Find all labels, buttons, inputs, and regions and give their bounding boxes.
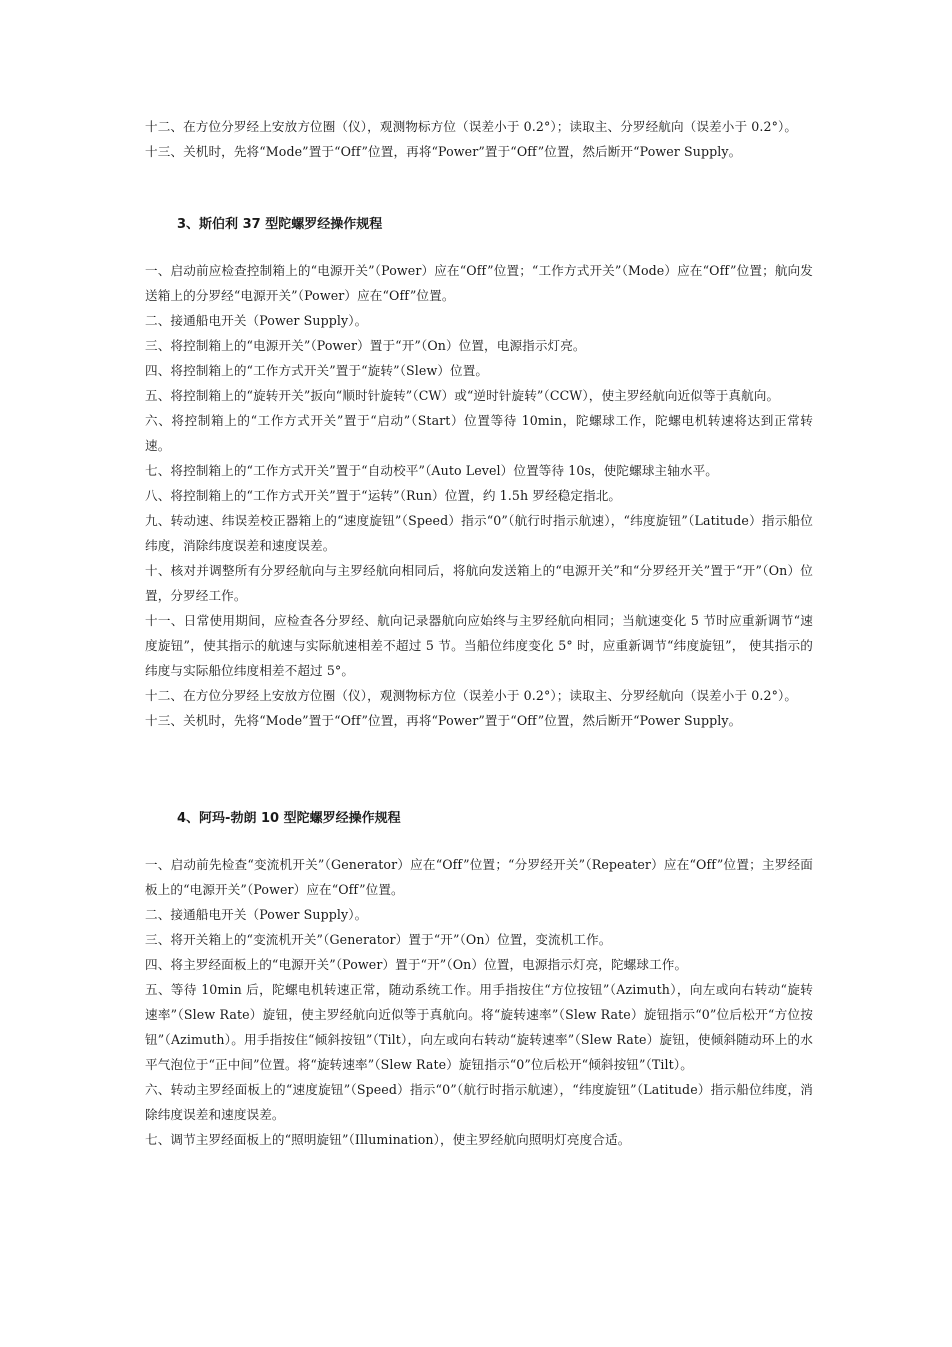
paragraph: 十三、关机时，先将“Mode”置于“Off”位置，再将“Power”置于“Off”位置，然后断开“Power Supply。 (145, 144, 742, 159)
paragraph: 十二、在方位分罗经上安放方位圈（仪），观测物标方位（误差小于 0.2°）；读取主、分罗经航向（误差小于 0.2°）。 (145, 119, 798, 134)
paragraph: 一、启动前先检查“变流机开关”（Generator）应在“Off”位置；“分罗经开关”（Repeater）应在“Off”位置；主罗经面板上的“电源开关”（Power）应在“Off”位置。 (145, 857, 813, 897)
section-heading-3: 3、斯伯利 37 型陀螺罗经操作规程 (177, 217, 383, 232)
paragraph: 三、将控制箱上的“电源开关”（Power）置于“开”（On）位置，电源指示灯亮。 (145, 338, 586, 353)
paragraph: 七、将控制箱上的“工作方式开关”置于“自动校平”（Auto Level）位置等待 10s，使陀螺球主轴水平。 (145, 463, 718, 478)
section-heading-4: 4、阿玛-勃朗 10 型陀螺罗经操作规程 (177, 811, 401, 826)
paragraph: 八、将控制箱上的“工作方式开关”置于“运转”（Run）位置，约 1.5h 罗经稳定指北。 (145, 488, 622, 503)
paragraph: 九、转动速、纬误差校正器箱上的“速度旋钮”（Speed）指示“0”（航行时指示航速），“纬度旋钮”（Latitude）指示船位纬度，消除纬度误差和速度误差。 (145, 513, 813, 553)
paragraph: 六、将控制箱上的“工作方式开关”置于“启动”（Start）位置等待 10min，陀螺球工作，陀螺电机转速将达到正常转速。 (145, 413, 813, 453)
paragraph: 十一、日常使用期间，应检查各分罗经、航向记录器航向应始终与主罗经航向相同；当航速变化 5 节时应重新调节“速度旋钮”，使其指示的航速与实际航速相差不超过 5 节。当船位纬度变化 5° 时，应重新调节“纬度旋钮”， 使其指示的纬度与实际船位纬度相差不超过 5°。 (145, 613, 813, 678)
paragraph: 二、接通船电开关（Power Supply）。 (145, 907, 368, 922)
paragraph: 二、接通船电开关（Power Supply）。 (145, 313, 368, 328)
paragraph: 六、转动主罗经面板上的“速度旋钮”（Speed）指示“0”（航行时指示航速），“纬度旋钮”（Latitude）指示船位纬度，消除纬度误差和速度误差。 (145, 1082, 813, 1122)
section-3-body (145, 258, 813, 733)
paragraph: 十二、在方位分罗经上安放方位圈（仪），观测物标方位（误差小于 0.2°）；读取主、分罗经航向（误差小于 0.2°）。 (145, 688, 798, 703)
section-4-body (145, 852, 813, 1152)
paragraph: 十、核对并调整所有分罗经航向与主罗经航向相同后，将航向发送箱上的“电源开关”和“分罗经开关”置于“开”（On）位置，分罗经工作。 (145, 563, 813, 603)
paragraph: 五、将控制箱上的“旋转开关”扳向“顺时针旋转”（CW）或“逆时针旋转”（CCW），使主罗经航向近似等于真航向。 (145, 388, 780, 403)
paragraph: 一、启动前应检查控制箱上的“电源开关”（Power）应在“Off”位置；“工作方式开关”（Mode）应在“Off”位置；航向发送箱上的分罗经“电源开关”（Power）应在“Off”位置。 (145, 263, 813, 303)
paragraph: 三、将开关箱上的“变流机开关”（Generator）置于“开”（On）位置，变流机工作。 (145, 932, 612, 947)
paragraph: 十三、关机时，先将“Mode”置于“Off”位置，再将“Power”置于“Off”位置，然后断开“Power Supply。 (145, 713, 742, 728)
paragraph: 四、将主罗经面板上的“电源开关”（Power）置于“开”（On）位置，电源指示灯亮，陀螺球工作。 (145, 957, 688, 972)
paragraph: 五、等待 10min 后，陀螺电机转速正常，随动系统工作。用手指按住“方位按钮”（Azimuth），向左或向右转动“旋转速率”（Slew Rate）旋钮，使主罗经航向近似等于真航向。将“旋转速率”（Slew Rate）旋钮指示“0”位后松开“方位按钮”（Azimuth）。用手指按住“倾斜按钮”（Tilt），向左或向右转动“旋转速率”（Slew Rate）旋钮，使倾斜随动环上的水平气泡位于“正中间”位置。将“旋转速率”（Slew Rate）旋钮指示“0”位后松开“倾斜按钮”（Tilt）。 (145, 982, 813, 1072)
previous-section-tail (145, 114, 813, 164)
paragraph: 四、将控制箱上的“工作方式开关”置于“旋转”（Slew）位置。 (145, 363, 489, 378)
paragraph: 七、调节主罗经面板上的“照明旋钮”（Illumination），使主罗经航向照明灯亮度合适。 (145, 1132, 631, 1147)
